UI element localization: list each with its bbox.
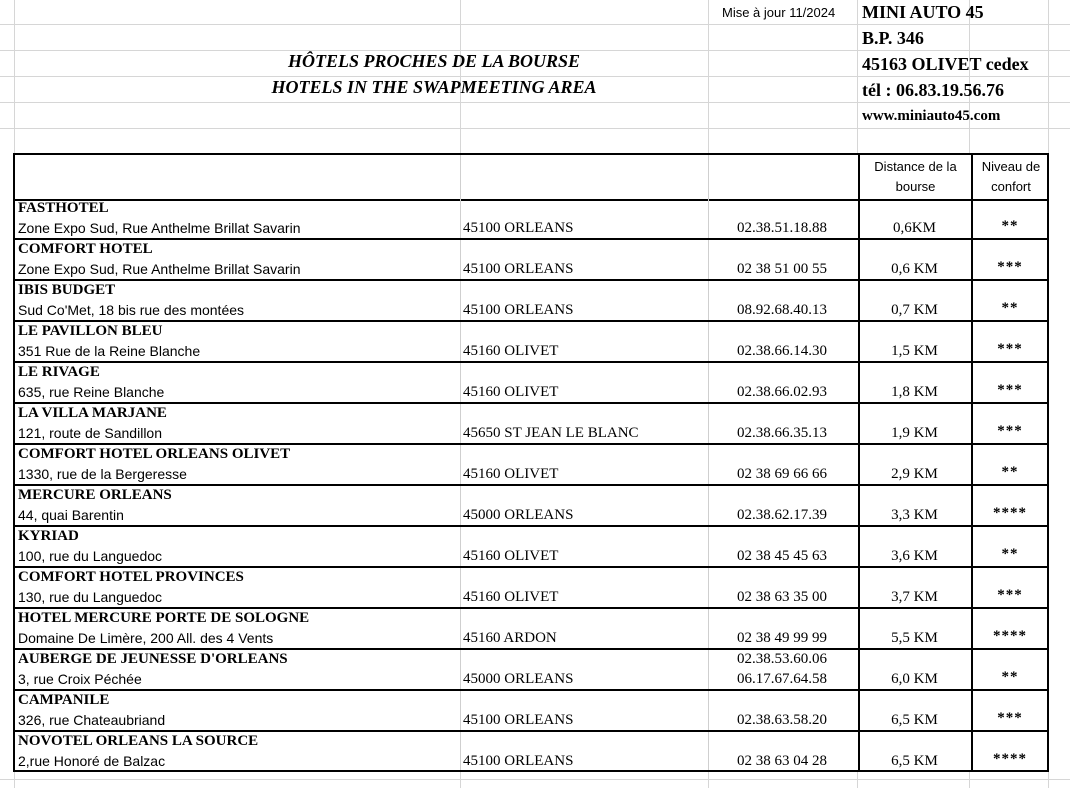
hotel-name: IBIS BUDGET: [18, 282, 116, 298]
company-website[interactable]: www.miniauto45.com: [862, 108, 1001, 124]
hotel-city: 45100 ORLEANS: [463, 302, 574, 318]
table-row: [15, 609, 1047, 650]
table-row: [15, 650, 1047, 691]
update-date: Mise à jour 11/2024: [722, 5, 836, 20]
table-row: [15, 322, 1047, 363]
hotel-address: Zone Expo Sud, Rue Anthelme Brillat Savarin: [18, 220, 301, 236]
hotel-phone: 02.38.66.35.13: [737, 425, 827, 441]
hotel-address: 2,rue Honoré de Balzac: [18, 753, 166, 769]
hotel-phone: 02.38.66.14.30: [737, 343, 827, 359]
table-row: [15, 486, 1047, 527]
hotel-comfort-rating: ****: [993, 505, 1027, 521]
hotel-phone: 02.38.63.58.20: [737, 712, 827, 728]
table-row: [15, 445, 1047, 486]
hotel-city: 45160 OLIVET: [463, 384, 559, 400]
hotel-address: Sud Co'Met, 18 bis rue des montées: [18, 302, 245, 318]
table-row: [15, 691, 1047, 732]
hotel-comfort-rating: ***: [997, 382, 1023, 398]
hotel-distance: 3,7 KM: [891, 589, 938, 605]
hotel-phone: 08.92.68.40.13: [737, 302, 827, 318]
hotel-distance: 6,5 KM: [891, 753, 938, 769]
hotel-city: 45000 ORLEANS: [463, 671, 574, 687]
table-body: [15, 199, 1047, 770]
hotel-address: 635, rue Reine Blanche: [18, 384, 165, 400]
table-header: [15, 155, 1047, 201]
hotel-distance: 0,6 KM: [891, 261, 938, 277]
hotel-city: 45100 ORLEANS: [463, 712, 574, 728]
hotel-name: COMFORT HOTEL ORLEANS OLIVET: [18, 446, 291, 462]
hotel-address: 1330, rue de la Bergeresse: [18, 466, 187, 482]
company-name: MINI AUTO 45: [862, 2, 984, 22]
page-title-fr: HÔTELS PROCHES DE LA BOURSE: [287, 51, 581, 71]
hotel-distance: 1,5 KM: [891, 343, 938, 359]
hotel-name: FASTHOTEL: [18, 200, 109, 216]
table-row: [15, 732, 1047, 773]
hotel-city: 45650 ST JEAN LE BLANC: [463, 425, 639, 441]
hotel-name: COMFORT HOTEL PROVINCES: [18, 569, 244, 585]
hotel-distance: 2,9 KM: [891, 466, 938, 482]
hotel-city: 45160 ARDON: [463, 630, 557, 646]
hotel-city: 45160 OLIVET: [463, 343, 559, 359]
hotel-address: 130, rue du Languedoc: [18, 589, 163, 605]
hotel-comfort-rating: **: [1001, 218, 1019, 234]
hotel-distance: 3,3 KM: [891, 507, 938, 523]
hotel-comfort-rating: ***: [997, 587, 1023, 603]
hotel-phone: 02 38 49 99 99: [737, 630, 827, 646]
hotel-phone: 02.38.66.02.93: [737, 384, 827, 400]
hotel-comfort-rating: **: [1001, 546, 1019, 562]
table-row: [15, 240, 1047, 281]
hotel-city: 45100 ORLEANS: [463, 261, 574, 277]
hotel-comfort-rating: **: [1001, 300, 1019, 316]
hotel-comfort-rating: ****: [993, 751, 1027, 767]
table-row: [15, 404, 1047, 445]
hotel-city: 45160 OLIVET: [463, 548, 559, 564]
distance-column-header: Distance de la bourse: [874, 159, 957, 194]
table-row: [15, 363, 1047, 404]
hotel-phone: 02 38 63 35 00: [737, 589, 827, 605]
hotel-comfort-rating: ***: [997, 423, 1023, 439]
company-po-box: B.P. 346: [862, 28, 924, 48]
hotel-phone: 02 38 51 00 55: [737, 261, 827, 277]
hotel-phone: 02 38 69 66 66: [737, 466, 827, 482]
hotel-phone: 02.38.62.17.39: [737, 507, 827, 523]
hotel-address: Zone Expo Sud, Rue Anthelme Brillat Savarin: [18, 261, 301, 277]
table-row: [15, 568, 1047, 609]
hotel-city: 45100 ORLEANS: [463, 753, 574, 769]
hotel-distance: 1,9 KM: [891, 425, 938, 441]
hotel-address: 100, rue du Languedoc: [18, 548, 163, 564]
hotel-distance: 0,6KM: [893, 220, 936, 236]
company-city: 45163 OLIVET cedex: [862, 54, 1029, 74]
hotel-address: 351 Rue de la Reine Blanche: [18, 343, 201, 359]
hotel-comfort-rating: **: [1001, 669, 1019, 685]
hotel-city: 45100 ORLEANS: [463, 220, 574, 236]
hotel-address: 44, quai Barentin: [18, 507, 124, 523]
comfort-column-header: Niveau de confort: [981, 159, 1041, 194]
hotel-comfort-rating: ***: [997, 710, 1023, 726]
hotel-address: 121, route de Sandillon: [18, 425, 162, 441]
hotel-name: LE RIVAGE: [18, 364, 100, 380]
hotel-distance: 5,5 KM: [891, 630, 938, 646]
hotel-name: NOVOTEL ORLEANS LA SOURCE: [18, 733, 259, 749]
hotel-comfort-rating: ****: [993, 628, 1027, 644]
hotel-name: LE PAVILLON BLEU: [18, 323, 163, 339]
hotel-city: 45000 ORLEANS: [463, 507, 574, 523]
hotel-table: [13, 153, 1049, 772]
hotel-name: HOTEL MERCURE PORTE DE SOLOGNE: [18, 610, 310, 626]
hotel-name: MERCURE ORLEANS: [18, 487, 172, 503]
hotel-distance: 1,8 KM: [891, 384, 938, 400]
hotel-address: 326, rue Chateaubriand: [18, 712, 166, 728]
hotel-address: 3, rue Croix Péchée: [18, 671, 142, 687]
company-phone: tél : 06.83.19.56.76: [862, 80, 1004, 100]
hotel-distance: 6,0 KM: [891, 671, 938, 687]
hotel-name: COMFORT HOTEL: [18, 241, 153, 257]
hotel-address: Domaine De Limère, 200 All. des 4 Vents: [18, 630, 274, 646]
grid-line: [0, 779, 1070, 780]
hotel-phone-secondary: 02.38.53.60.06: [737, 651, 827, 667]
hotel-name: LA VILLA MARJANE: [18, 405, 167, 421]
hotel-comfort-rating: ***: [997, 341, 1023, 357]
hotel-phone: 02 38 63 04 28: [737, 753, 827, 769]
hotel-distance: 6,5 KM: [891, 712, 938, 728]
table-row: [15, 281, 1047, 322]
hotel-city: 45160 OLIVET: [463, 466, 559, 482]
hotel-name: AUBERGE DE JEUNESSE D'ORLEANS: [18, 651, 288, 667]
hotel-city: 45160 OLIVET: [463, 589, 559, 605]
hotel-name: KYRIAD: [18, 528, 79, 544]
hotel-phone: 02 38 45 45 63: [737, 548, 827, 564]
page-title-en: HOTELS IN THE SWAPMEETING AREA: [271, 77, 597, 97]
hotel-comfort-rating: **: [1001, 464, 1019, 480]
hotel-phone: 02.38.51.18.88: [737, 220, 827, 236]
table-row: [15, 199, 1047, 240]
hotel-name: CAMPANILE: [18, 692, 110, 708]
hotel-distance: 3,6 KM: [891, 548, 938, 564]
hotel-distance: 0,7 KM: [891, 302, 938, 318]
table-row: [15, 527, 1047, 568]
hotel-phone: 06.17.67.64.58: [737, 671, 827, 687]
hotel-comfort-rating: ***: [997, 259, 1023, 275]
